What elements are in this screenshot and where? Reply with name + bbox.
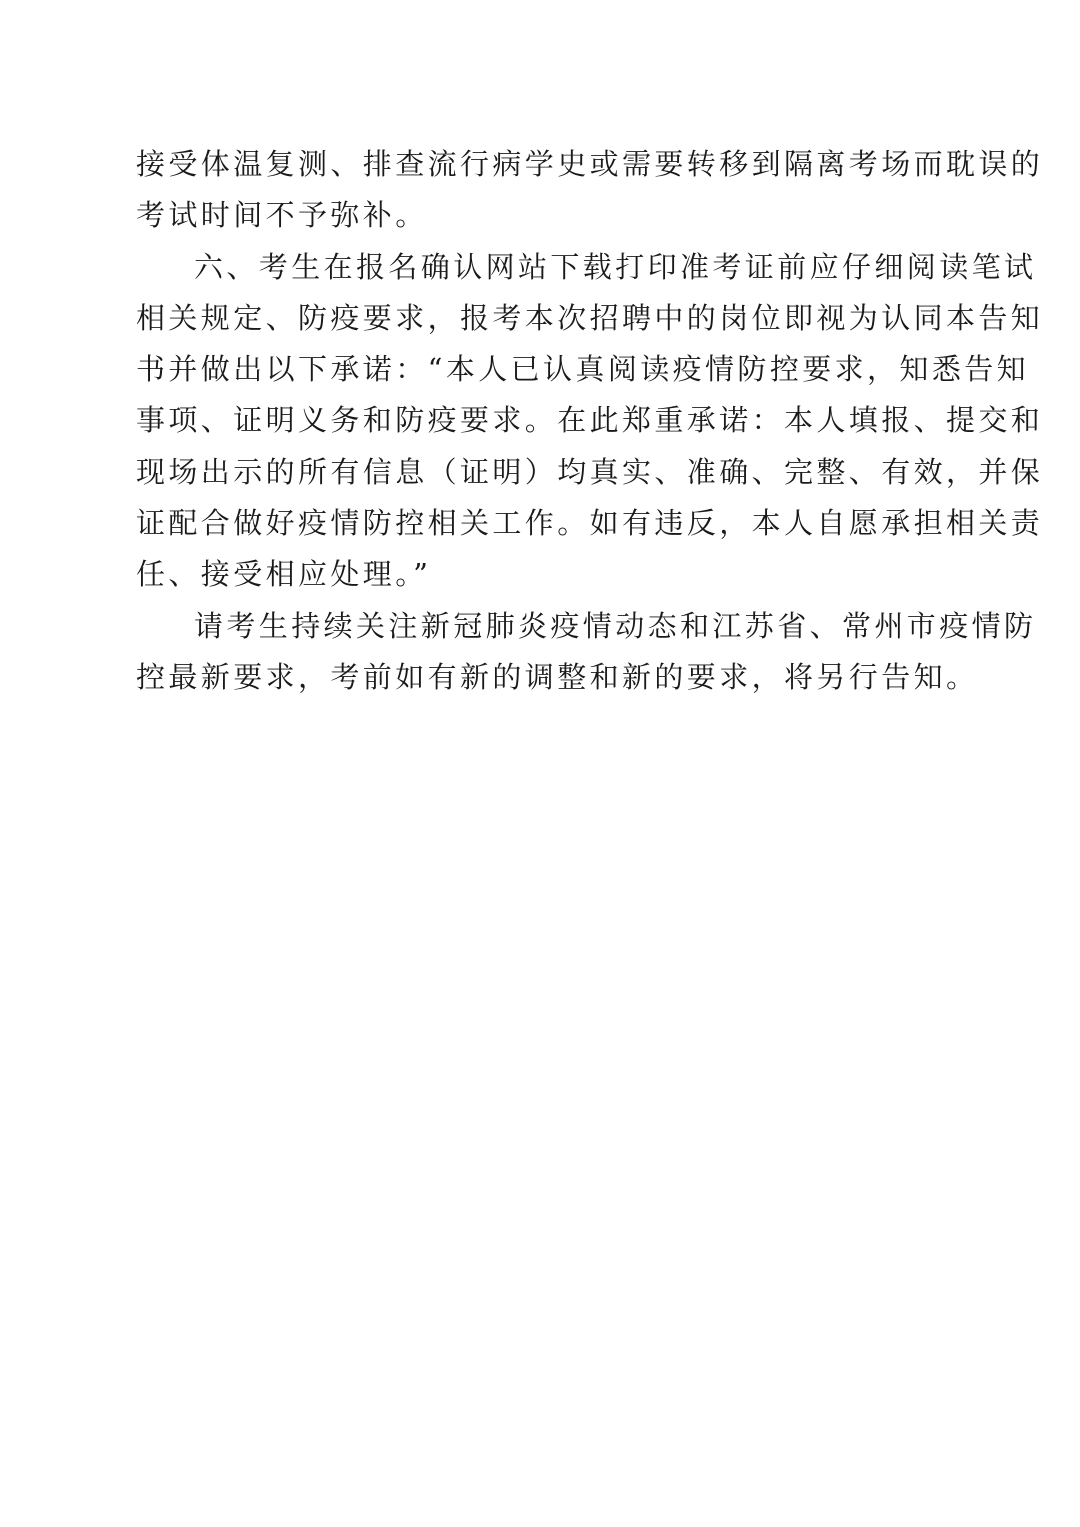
text-line: 证配合做好疫情防控相关工作。如有违反，本人自愿承担相关责 <box>136 506 1044 541</box>
text-line: 书并做出以下承诺：“本人已认真阅读疫情防控要求，知悉告知 <box>136 352 1030 387</box>
text-line: 现场出示的所有信息（证明）均真实、准确、完整、有效，并保 <box>136 454 1044 489</box>
document-body <box>136 139 1044 703</box>
text-line: 六、考生在报名确认网站下载打印准考证前应仔细阅读笔试 <box>194 249 1037 284</box>
paragraph-follow-notice <box>136 601 1037 704</box>
text-line: 考试时间不予弥补。 <box>136 198 428 233</box>
paragraph-exam-time <box>136 139 1044 242</box>
text-line: 事项、证明义务和防疫要求。在此郑重承诺：本人填报、提交和 <box>136 403 1044 438</box>
text-line: 接受体温复测、排查流行病学史或需要转移到隔离考场而耽误的 <box>136 147 1044 181</box>
text-line: 控最新要求，考前如有新的调整和新的要求，将另行告知。 <box>136 659 979 694</box>
text-line: 相关规定、防疫要求，报考本次招聘中的岗位即视为认同本告知 <box>136 300 1044 335</box>
text-line: 任、接受相应处理。” <box>136 557 432 592</box>
text-line: 请考生持续关注新冠肺炎疫情动态和江苏省、常州市疫情防 <box>194 608 1037 643</box>
paragraph-item-six-commitment <box>136 242 1044 601</box>
